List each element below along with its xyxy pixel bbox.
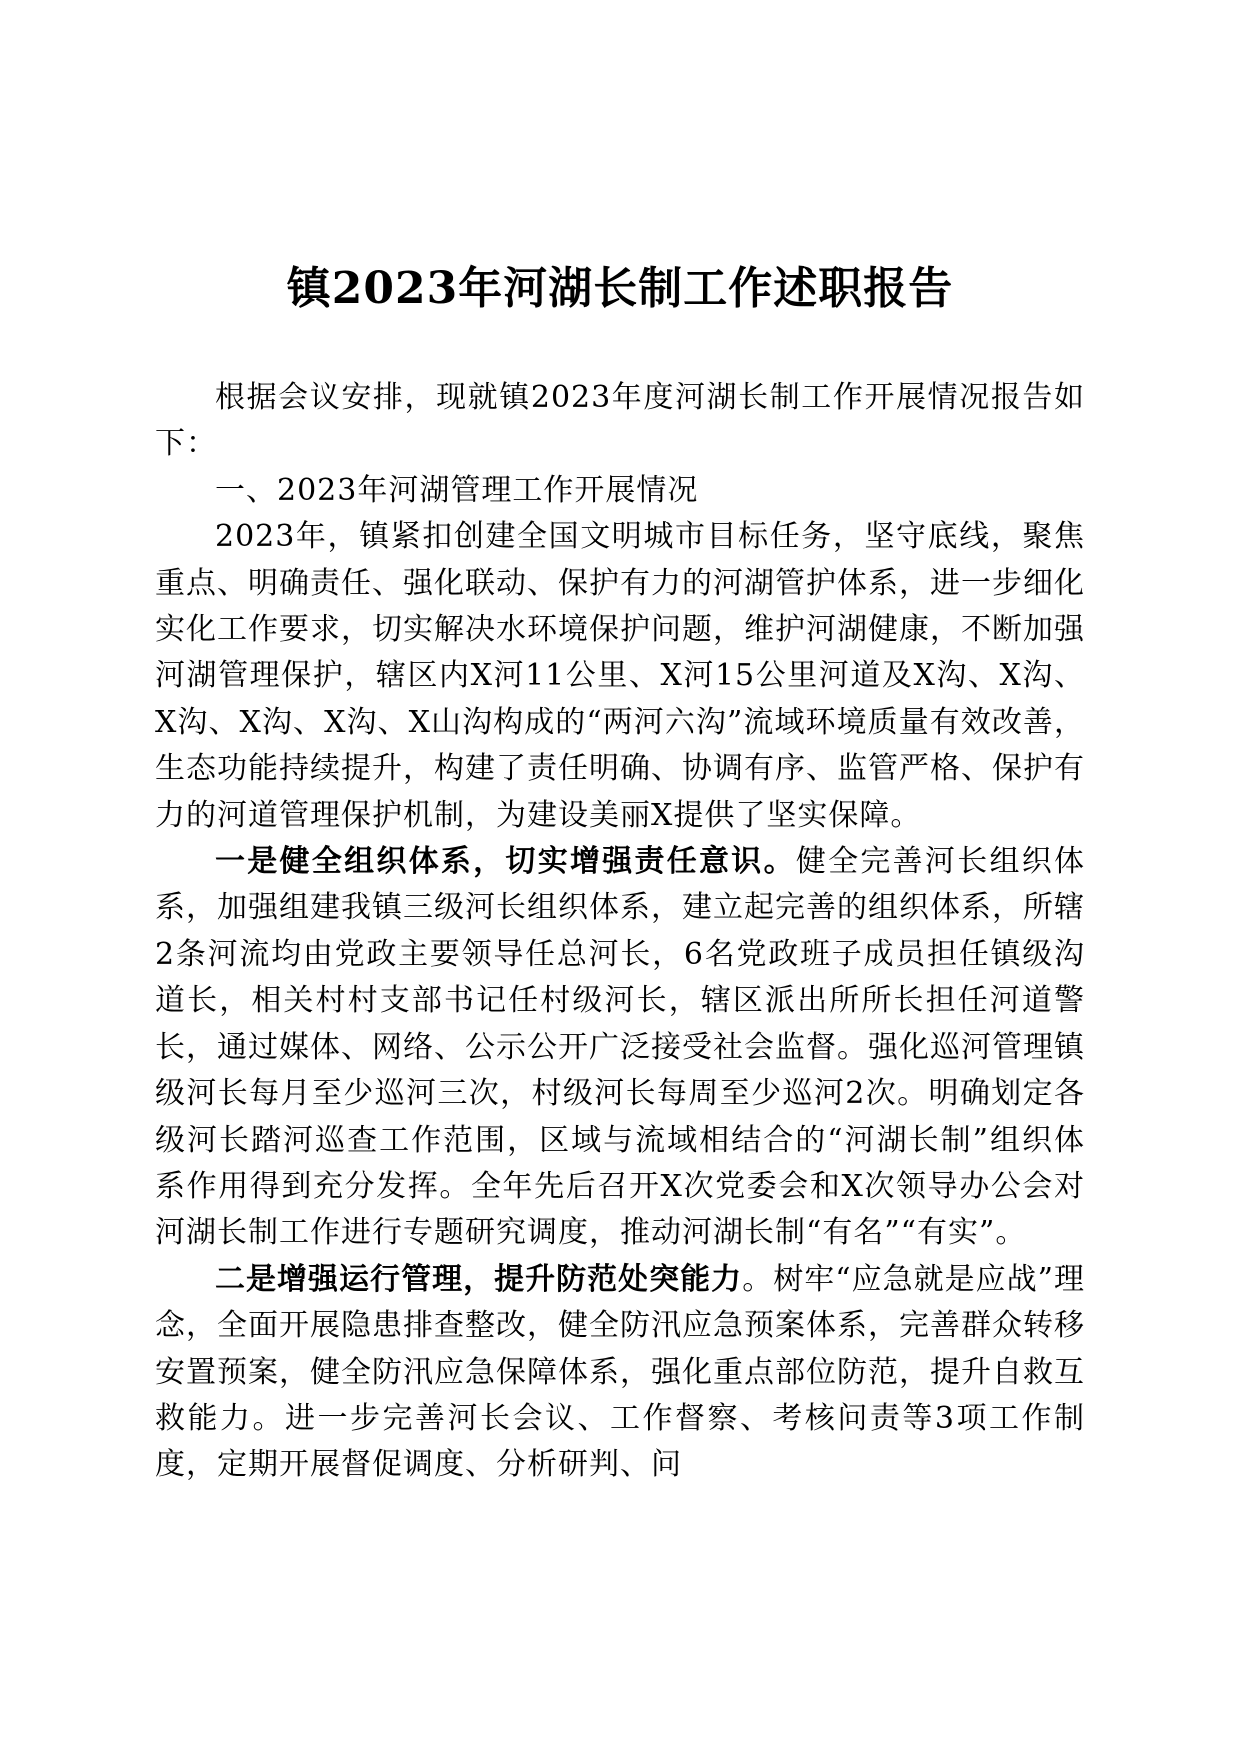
item-lead-1: 一是健全组织体系，切实增强责任意识。	[215, 844, 796, 880]
item-lead-2: 二是增强运行管理，提升防范处突能力	[215, 1261, 743, 1297]
intro-paragraph: 根据会议安排，现就镇2023年度河湖长制工作开展情况报告如下：	[155, 380, 1085, 462]
section-heading: 一、2023年河湖管理工作开展情况	[215, 472, 699, 508]
item-text-2: 。树牢“应急就是应战”理念，全面开展隐患排查整改，健全防汛应急预案体系，完善群众转移安置预案，健全防汛应急保障体系，强化重点部位防范，提升自救互救能力。进一步完善河长会议、工作督察、考核问责等3项工作制度，定期开展督促调度、分析研判、问	[155, 1261, 1085, 1483]
document-title: 镇2023年河湖长制工作述职报告	[286, 263, 954, 314]
document-body	[155, 375, 1085, 1489]
summary-paragraph: 2023年，镇紧扣创建全国文明城市目标任务，坚守底线，聚焦重点、明确责任、强化联动、保护有力的河湖管护体系，进一步细化实化工作要求，切实解决水环境保护问题，维护河湖健康，不断加强河湖管理保护，辖区内X河11公里、X河15公里河道及X沟、X沟、X沟、X沟、X沟、X山沟构成的“两河六沟”流域环境质量有效改善，生态功能持续提升，构建了责任明确、协调有序、监管严格、保护有力的河道管理保护机制，为建设美丽X提供了坚实保障。	[155, 519, 1085, 833]
item-text-1: 健全完善河长组织体系，加强组建我镇三级河长组织体系，建立起完善的组织体系，所辖2条河流均由党政主要领导任总河长，6名党政班子成员担任镇级沟道长，相关村村支部书记任村级河长，辖区派出所所长担任河道警长，通过媒体、网络、公示公开广泛接受社会监督。强化巡河管理镇级河长每月至少巡河三次，村级河长每周至少巡河2次。明确划定各级河长踏河巡查工作范围，区域与流域相结合的“河湖长制”组织体系作用得到充分发挥。全年先后召开X次党委会和X次领导办公会对河湖长制工作进行专题研究调度，推动河湖长制“有名”“有实”。	[155, 844, 1086, 1251]
item-paragraph-2	[155, 1257, 1085, 1489]
item-paragraph-1	[155, 839, 1085, 1257]
